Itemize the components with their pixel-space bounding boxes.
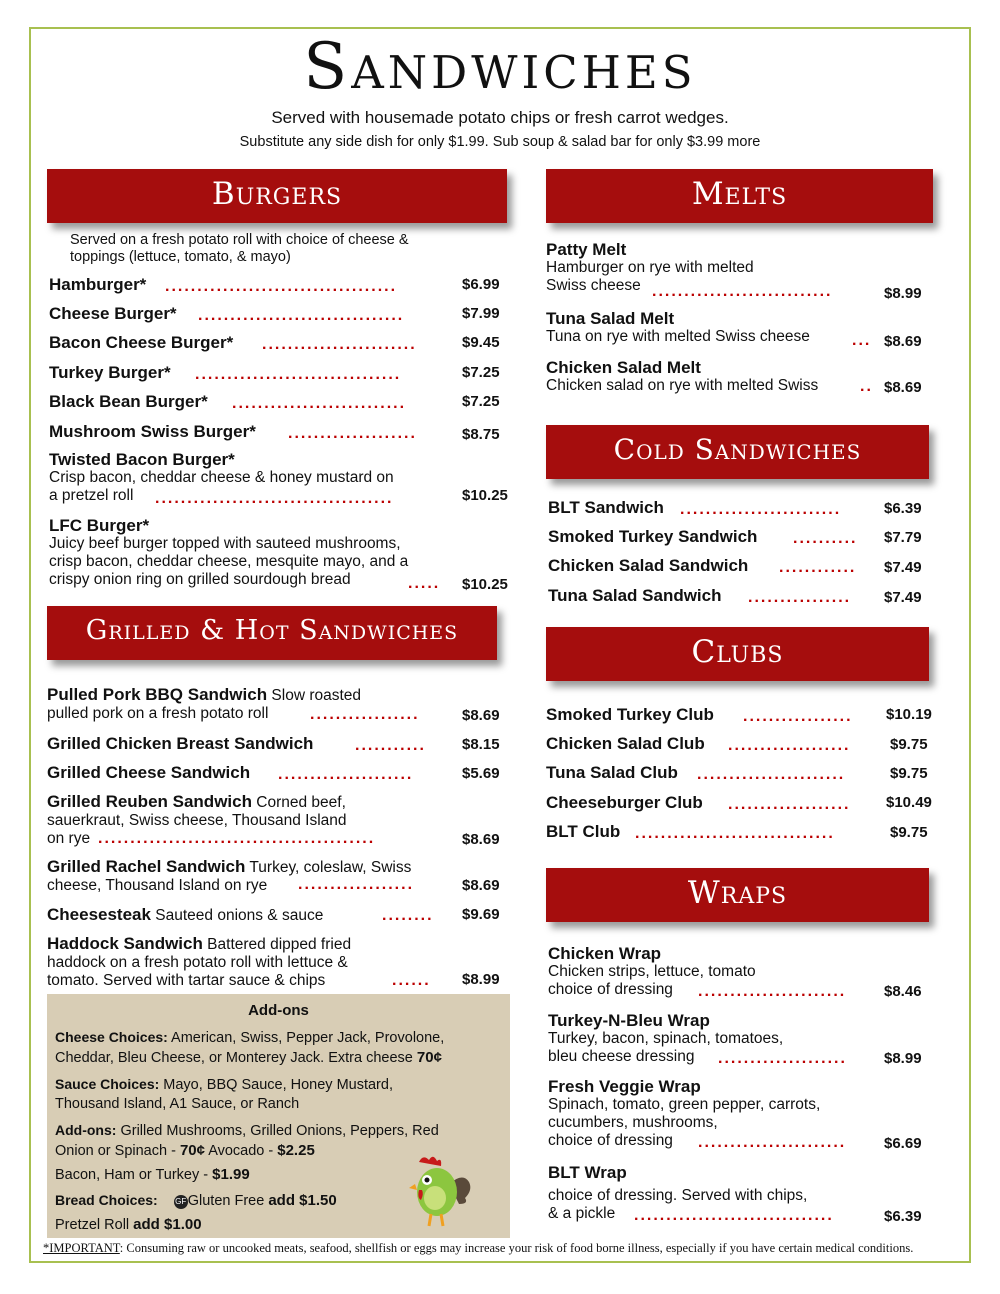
menu-item-name: Chicken Salad Sandwich [548,556,749,575]
menu-item-price: $8.69 [462,877,500,894]
bread-pretzel: Pretzel Roll add $1.00 [55,1216,202,1233]
menu-item-price: $10.19 [886,706,932,723]
leader-dots: ................................ [195,366,402,383]
menu-item-price: $6.99 [462,276,500,293]
leader-dots: ..................................... [155,490,394,507]
menu-item: Chicken Wrap Chicken strips, lettuce, tomato choice of dressing [548,944,756,998]
menu-item: Twisted Bacon Burger* Crisp bacon, cheddar cheese & honey mustard on a pretzel roll [49,450,394,504]
menu-item-name: Hamburger* [49,275,147,294]
menu-item: Cheesesteak Sauteed onions & sauce [47,905,324,924]
menu-item: Haddock Sandwich Battered dipped fried haddock on a fresh potato roll with lettuce & tomato. Served with tartar sauce & chips [47,934,352,989]
menu-item: Patty Melt Hamburger on rye with melted Swiss cheese [546,240,754,294]
page-subtitle: Served with housemade potato chips or fresh carrot wedges. [271,108,729,127]
menu-item: Grilled Reuben Sandwich Corned beef, sauerkraut, Swiss cheese, Thousand Island on rye [47,792,347,847]
menu-item-price: $10.49 [886,794,932,811]
menu-item-price: $7.99 [462,305,500,322]
menu-item-price: $10.25 [462,576,508,593]
menu-item-name: Cheese Burger* [49,304,177,323]
addons-title: Add-ons [248,1002,309,1019]
menu-item-name: Black Bean Burger* [49,392,208,411]
menu-item-name: BLT Sandwich [548,498,664,517]
menu-item-price: $10.25 [462,487,508,504]
menu-item-name: Grilled Cheese Sandwich [47,763,251,782]
leader-dots: ................. [310,706,420,723]
leader-dots: ................. [743,708,853,725]
leader-dots: ................... [728,737,851,754]
gluten-free-badge: GF [174,1195,188,1209]
allergy-disclaimer: *IMPORTANT: Consuming raw or uncooked meats, seafood, shellfish or eggs may increase your risk of food borne illness, especially if you have certain medical conditions. [43,1241,914,1255]
menu-item-name: Grilled Chicken Breast Sandwich [47,734,314,753]
burgers-intro: Served on a fresh potato roll with choice of cheese & toppings (lettuce, tomato, & mayo) [70,232,409,265]
menu-item: Chicken Salad Melt Chicken salad on rye with melted Swiss [546,358,819,394]
menu-item-price: $9.45 [462,334,500,351]
leader-dots: .......... [793,530,858,547]
addon-meats: Bacon, Ham or Turkey - $1.99 [55,1166,250,1183]
menu-item: BLT Wrap choice of dressing. Served with chips, & a pickle [548,1163,808,1222]
menu-item: Pulled Pork BBQ Sandwich Slow roasted pulled pork on a fresh potato roll [47,685,362,722]
menu-item-price: $6.69 [884,1135,922,1152]
menu-item: Turkey-N-Bleu Wrap Turkey, bacon, spinach, tomatoes, bleu cheese dressing [548,1011,784,1065]
leader-dots: .................... [718,1050,847,1067]
menu-item-name: Smoked Turkey Sandwich [548,527,758,546]
leader-dots: ................................ [198,307,405,324]
menu-item-price: $8.69 [462,707,500,724]
menu-item-price: $9.75 [890,736,928,753]
clubs-banner: Clubs [546,627,929,681]
leader-dots: ..................... [278,766,414,783]
leader-dots: ........................ [262,336,417,353]
menu-item: Fresh Veggie Wrap Spinach, tomato, green pepper, carrots, cucumbers, mushrooms, choice of dressing [548,1077,821,1149]
menu-item-name: Mushroom Swiss Burger* [49,422,256,441]
menu-item-price: $7.49 [884,589,922,606]
grilled-banner: Grilled & Hot Sandwiches [47,606,497,660]
menu-item-price: $6.39 [884,1208,922,1225]
menu-item-name: Smoked Turkey Club [546,705,714,724]
leader-dots: ....................... [698,1134,847,1151]
leader-dots: ..... [408,575,441,592]
burgers-banner: Burgers [47,169,507,223]
menu-item-price: $7.25 [462,364,500,381]
menu-item-price: $7.49 [884,559,922,576]
leader-dots: ........... [355,737,426,754]
menu-item-price: $8.99 [462,971,500,988]
menu-item-name: Bacon Cheese Burger* [49,333,234,352]
leader-dots: ................ [748,589,852,606]
cold-banner: Cold Sandwiches [546,425,929,479]
leader-dots: ... [852,332,872,349]
leader-dots: ........ [382,907,434,924]
leader-dots: ................... [728,796,851,813]
menu-item-price: $8.69 [884,333,922,350]
leader-dots: ...... [392,972,431,989]
bread-choices: Bread Choices: GFGluten Free add $1.50 [55,1192,337,1209]
menu-item-price: $8.75 [462,426,500,443]
menu-item-price: $9.69 [462,906,500,923]
sauce-choices: Sauce Choices: Mayo, BBQ Sauce, Honey Mustard, Thousand Island, A1 Sauce, or Ranch [55,1076,393,1112]
menu-item-price: $8.69 [462,831,500,848]
menu-item-price: $6.39 [884,500,922,517]
menu-item-name: Tuna Salad Sandwich [548,586,722,605]
menu-item-name: BLT Club [546,822,621,841]
leader-dots: ........................................... [98,830,376,847]
menu-item-price: $8.46 [884,983,922,1000]
rooster-icon [409,1154,475,1228]
leader-dots: ............ [779,559,857,576]
leader-dots: .................. [298,876,415,893]
leader-dots: .................... [288,425,417,442]
wraps-banner: Wraps [546,868,929,922]
leader-dots: ........................... [232,395,407,412]
menu-item-price: $8.99 [884,285,922,302]
leader-dots: ....................... [697,766,846,783]
menu-item-price: $5.69 [462,765,500,782]
menu-item: LFC Burger* Juicy beef burger topped with sauteed mushrooms, crisp bacon, cheddar cheese, mesquite mayo, and a crispy onion ring on grilled sourdough bread [49,516,409,588]
menu-item-price: $9.75 [890,765,928,782]
addon-choices: Add-ons: Grilled Mushrooms, Grilled Onions, Peppers, Red Onion or Spinach - 70¢ Avocado - $2.25 [55,1122,439,1159]
cheese-choices: Cheese Choices: American, Swiss, Pepper Jack, Provolone, Cheddar, Bleu Cheese, or Monterey Jack. Extra cheese 70¢ [55,1029,445,1066]
menu-item-price: $7.25 [462,393,500,410]
page-note: Substitute any side dish for only $1.99. Sub soup & salad bar for only $3.99 more [239,134,761,150]
leader-dots: ............................... [634,1207,834,1224]
menu-item: Tuna Salad Melt Tuna on rye with melted Swiss cheese [546,309,810,345]
leader-dots: ............................... [635,825,835,842]
leader-dots: .................................... [165,278,398,295]
page-title: Sandwiches [303,30,697,104]
menu-item-name: Tuna Salad Club [546,763,678,782]
menu-item-name: Turkey Burger* [49,363,171,382]
leader-dots: ......................... [680,501,842,518]
melts-banner: Melts [546,169,933,223]
menu-item-price: $8.69 [884,379,922,396]
menu-item-name: Cheeseburger Club [546,793,703,812]
leader-dots: ....................... [698,983,847,1000]
addons-box [47,994,510,1238]
leader-dots: .. [860,378,873,395]
menu-item-price: $8.15 [462,736,500,753]
menu-item-price: $9.75 [890,824,928,841]
leader-dots: ............................ [652,283,833,300]
menu-item: Grilled Rachel Sandwich Turkey, coleslaw, Swiss cheese, Thousand Island on rye [47,857,412,894]
menu-item-price: $7.79 [884,529,922,546]
menu-item-price: $8.99 [884,1050,922,1067]
menu-item-name: Chicken Salad Club [546,734,705,753]
